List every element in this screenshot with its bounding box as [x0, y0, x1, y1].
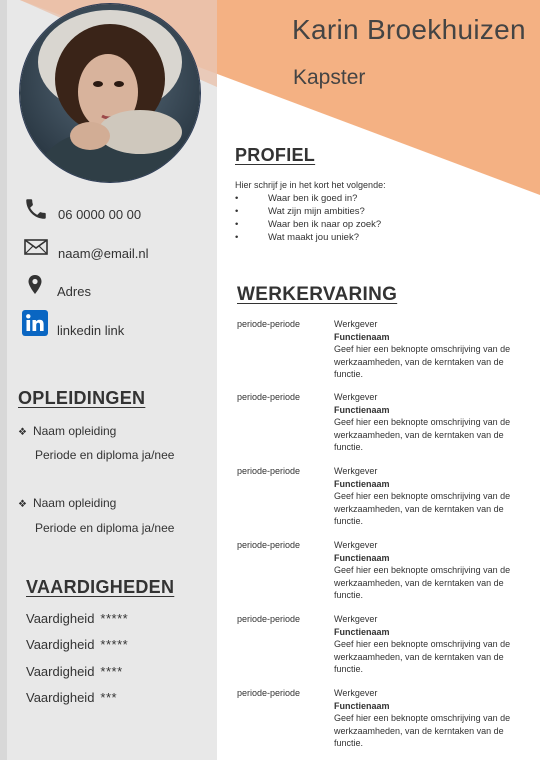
employer: Werkgever — [334, 319, 378, 329]
function-description: Geef hier een beknopte omschrijving van de werkzaamheden, van de kerntaken van de functie. — [334, 565, 511, 600]
education-detail: Periode en diploma ja/nee — [35, 448, 175, 462]
list-item: • Wat maakt jou uniek? — [235, 232, 359, 243]
skill-item: Vaardigheid *** — [26, 690, 118, 705]
email-address: naam@email.nl — [58, 246, 149, 261]
function-name: Functienaam — [334, 331, 390, 342]
employer: Werkgever — [334, 466, 378, 476]
profile-title: PROFIEL — [235, 145, 316, 165]
employer: Werkgever — [334, 392, 378, 402]
email-icon — [23, 234, 49, 265]
function-description: Geef hier een beknopte omschrijving van de werkzaamheden, van de kerntaken van de functie. — [334, 344, 511, 379]
phone-icon — [23, 196, 49, 227]
skills-title: VAARDIGHEDEN — [26, 577, 175, 597]
function-name: Functienaam — [334, 700, 390, 711]
employer: Werkgever — [334, 688, 378, 698]
education-name: Naam opleiding — [32, 424, 117, 438]
person-name: Karin Broekhuizen — [292, 14, 526, 45]
experience-period: periode-periode — [237, 540, 301, 550]
skill-rating: **** — [100, 664, 123, 679]
function-description: Geef hier een beknopte omschrijving van de werkzaamheden, van de kerntaken van de functie. — [334, 491, 511, 526]
list-item: • Waar ben ik goed in? — [235, 193, 358, 204]
linkedin-link[interactable]: linkedin link — [57, 323, 125, 338]
education-name: Naam opleiding — [32, 496, 117, 510]
bullet: • — [235, 232, 239, 243]
employer: Werkgever — [334, 540, 378, 550]
function-name: Functienaam — [334, 404, 390, 415]
education-detail: Periode en diploma ja/nee — [35, 521, 175, 535]
experience-period: periode-periode — [237, 614, 301, 624]
bullet: • — [235, 219, 239, 230]
experience-period: periode-periode — [237, 392, 301, 402]
linkedin-icon[interactable] — [22, 310, 48, 341]
skill-rating: *** — [100, 690, 118, 705]
phone-number: 06 0000 00 00 — [58, 207, 142, 222]
experience-period: periode-periode — [237, 319, 301, 329]
list-item: • Waar ben ik naar op zoek? — [235, 219, 382, 230]
bullet: • — [235, 206, 239, 217]
experience-title: WERKERVARING — [237, 284, 398, 305]
profile-intro: Hier schrijf je in het kort het volgende: — [235, 180, 386, 190]
profile-question-list — [235, 192, 381, 244]
skill-rating: ***** — [100, 611, 129, 626]
address: Adres — [57, 284, 91, 299]
skill-item: Vaardigheid **** — [26, 664, 123, 679]
function-name: Functienaam — [334, 552, 390, 563]
diamond-bullet-icon: ❖ — [18, 427, 27, 438]
education-title: OPLEIDINGEN — [18, 388, 146, 408]
skill-item: Vaardigheid ***** — [26, 637, 129, 652]
bullet: • — [235, 193, 239, 204]
job-title: Kapster — [293, 66, 366, 89]
skill-item: Vaardigheid ***** — [26, 611, 129, 626]
education-item — [18, 496, 116, 510]
experience-period: periode-periode — [237, 466, 301, 476]
skill-rating: ***** — [100, 637, 129, 652]
list-item: • Wat zijn mijn ambities? — [235, 206, 365, 217]
function-description: Geef hier een beknopte omschrijving van de werkzaamheden, van de kerntaken van de functie. — [334, 639, 511, 674]
function-description: Geef hier een beknopte omschrijving van de werkzaamheden, van de kerntaken van de functie. — [334, 417, 511, 452]
diamond-bullet-icon: ❖ — [18, 499, 27, 510]
profile-photo — [19, 3, 201, 183]
location-pin-icon — [25, 274, 45, 301]
function-name: Functienaam — [334, 478, 390, 489]
experience-period: periode-periode — [237, 688, 301, 698]
employer: Werkgever — [334, 614, 378, 624]
function-description: Geef hier een beknopte omschrijving van de werkzaamheden, van de kerntaken van de functie. — [334, 713, 511, 748]
function-name: Functienaam — [334, 626, 390, 637]
education-item — [18, 424, 116, 438]
